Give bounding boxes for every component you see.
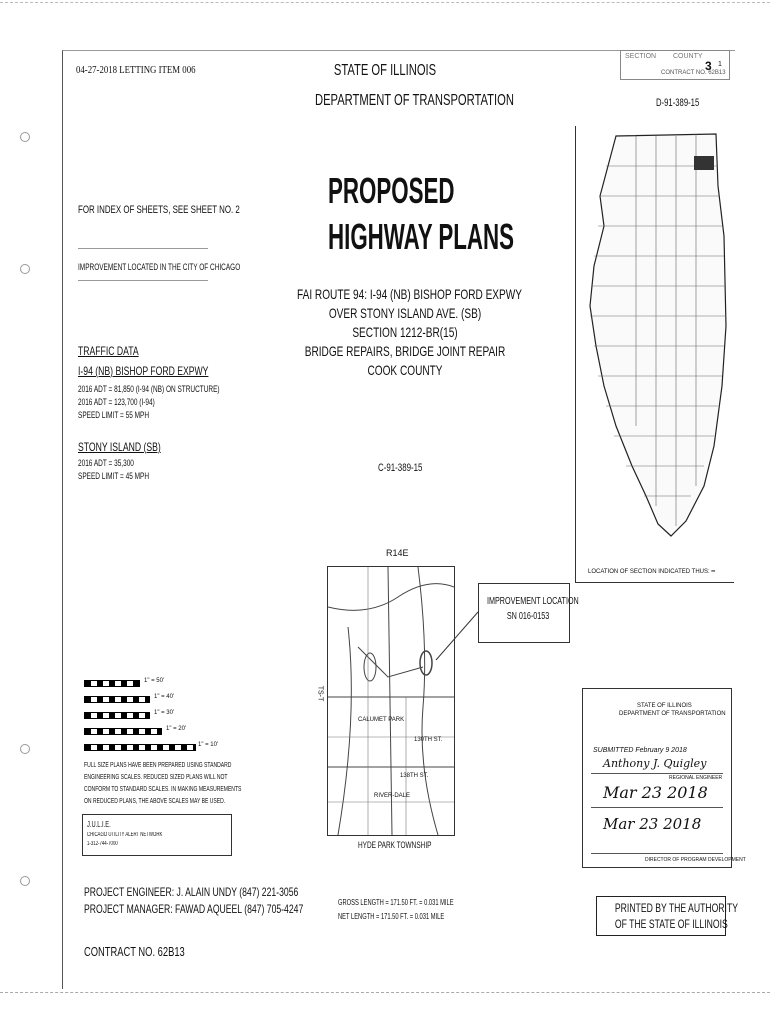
length-data [338,896,499,924]
bottom-edge-line [0,992,770,993]
traffic-heading: TRAFFIC DATA [78,344,139,358]
improvement-location-callout [478,583,579,643]
approval-director: DIRECTOR OF PROGRAM DEVELOPMENT [645,857,746,863]
top-edge-line [0,2,770,3]
julie-name: J.U.L.I.E. [87,820,111,829]
approval-block [582,688,746,868]
section-location-marker [694,156,714,170]
project-section: SECTION 1212-BR(15) [352,324,458,340]
road2-adt: 2016 ADT = 35,300 [78,458,134,468]
traffic-data [78,344,278,481]
state-title-block [285,62,514,110]
road1-name: I-94 (NB) BISHOP FORD EXPWY [78,364,209,378]
callout-title: IMPROVEMENT LOCATION [487,596,579,607]
approval-line-3 [591,853,723,854]
project-route: FAI ROUTE 94: I-94 (NB) BISHOP FORD EXPWY [297,286,522,302]
title-highway-plans: HIGHWAY PLANS [328,216,515,257]
scale-label-30: 1" = 30' [154,710,175,716]
road2-speed: SPEED LIMIT = 45 MPH [78,471,150,481]
net-length: NET LENGTH = 171.50 FT. = 0.031 MILE [338,912,445,921]
project-over: OVER STONY ISLAND AVE. (SB) [328,305,482,321]
sheet-box-section: SECTION [625,53,657,60]
scale-bar-40 [84,696,150,703]
scale-note-1: FULL SIZE PLANS HAVE BEEN PREPARED USING STANDARD [84,762,232,769]
location-note-underline [78,280,208,281]
printed-by-box [596,896,738,936]
graphic-scales [84,666,234,756]
printed-line-2: OF THE STATE OF ILLINOIS [614,917,728,931]
project-county: COOK COUNTY [367,362,443,378]
road1-adt2: 2016 ADT = 123,700 (I-94) [78,397,155,407]
place-calumet-park: CALUMET PARK [358,717,405,723]
index-note: FOR INDEX OF SHEETS, SEE SHEET NO. 2 [78,204,240,216]
place-riverdale: RIVER-DALE [374,793,411,799]
julie-network: CHICAGO UTILITY ALERT NETWORK [87,832,163,838]
map-side-label: TS-T [316,685,324,702]
department-name: DEPARTMENT OF TRANSPORTATION [315,92,514,109]
scale-note-3: CONFORM TO STANDARD SCALES. IN MAKING MEASUREMENTS [84,786,242,793]
approval-dept: DEPARTMENT OF TRANSPORTATION [619,711,726,717]
scale-label-20: 1" = 20' [166,726,187,732]
approval-submitted: SUBMITTED February 9 2018 [593,747,687,754]
project-description [255,285,555,380]
callout-leader [430,610,480,670]
title-block [290,170,515,258]
road2-name: STONY ISLAND (SB) [78,440,161,454]
approval-date-2: Mar 23 2018 [603,783,708,802]
julie-phone: 1-312-744-7000 [87,841,118,847]
project-engineer: PROJECT ENGINEER: J. ALAIN UNDY (847) 221-3056 [84,885,299,899]
scale-note [84,760,303,808]
road1-adt1: 2016 ADT = 81,850 (I-94 (NB) ON STRUCTURE) [78,384,220,394]
location-note-line [78,248,208,249]
state-name: STATE OF ILLINOIS [333,62,437,79]
punch-hole [20,264,30,274]
scale-label-40: 1" = 40' [154,694,175,700]
approval-regional: REGIONAL ENGINEER [669,775,723,781]
approval-date-3: Mar 23 2018 [603,815,702,833]
approval-line-2 [591,807,723,808]
sheet-box-contract: CONTRACT NO. 62B13 [661,70,726,76]
approval-state: STATE OF ILLINOIS [637,703,692,709]
scale-label-50: 1" = 50' [144,678,165,684]
vicinity-map [327,566,455,836]
location-note: IMPROVEMENT LOCATED IN THE CITY OF CHICAGO [78,262,241,272]
contract-number: CONTRACT NO. 62B13 [84,944,185,959]
scale-bar-20 [84,728,162,735]
scale-note-2: ENGINEERING SCALES. REDUCED SIZED PLANS WILL NOT [84,774,228,781]
punch-hole [20,876,30,886]
julie-box [82,814,232,856]
drawing-number: D-91-389-15 [656,97,700,109]
printed-line-1: PRINTED BY THE AUTHORITY [614,901,738,915]
scale-label-10: 1" = 10' [198,742,219,748]
contract-code: C-91-389-15 [378,462,423,474]
scale-bar-50 [84,680,140,687]
sheet-box-sheetno: 1 [718,61,722,68]
project-work: BRIDGE REPAIRS, BRIDGE JOINT REPAIR [304,343,506,359]
sheet-box-total: 3 [705,59,712,73]
township-label: R14E [386,548,409,558]
road1-speed: SPEED LIMIT = 55 MPH [78,410,150,420]
signature-1: Anthony J. Quigley [603,757,707,770]
gross-length: GROSS LENGTH = 171.50 FT. = 0.031 MILE [338,898,454,907]
sheet-box-county: COUNTY [673,53,703,60]
punch-hole [20,132,30,142]
illinois-map-caption: LOCATION OF SECTION INDICATED THUS: ━ [588,569,715,575]
letting-item: 04-27-2018 LETTING ITEM 006 [76,64,196,76]
punch-hole [20,744,30,754]
scale-bar-10 [84,744,196,751]
illinois-location-map [575,126,734,583]
callout-sn: SN 016-0153 [506,611,550,622]
place-138th: 138TH ST. [400,773,429,779]
approval-line-1 [591,773,723,774]
scale-note-4: ON REDUCED PLANS, THE ABOVE SCALES MAY BE USED. [84,798,226,805]
project-manager: PROJECT MANAGER: FAWAD AQUEEL (847) 705-4247 [84,902,304,916]
place-130th: 130TH ST. [414,737,443,743]
illinois-map-svg [576,126,734,582]
scale-bar-30 [84,712,150,719]
title-proposed: PROPOSED [328,170,455,211]
map-caption: HYDE PARK TOWNSHIP [358,840,432,850]
sheet-number-box [620,50,730,80]
